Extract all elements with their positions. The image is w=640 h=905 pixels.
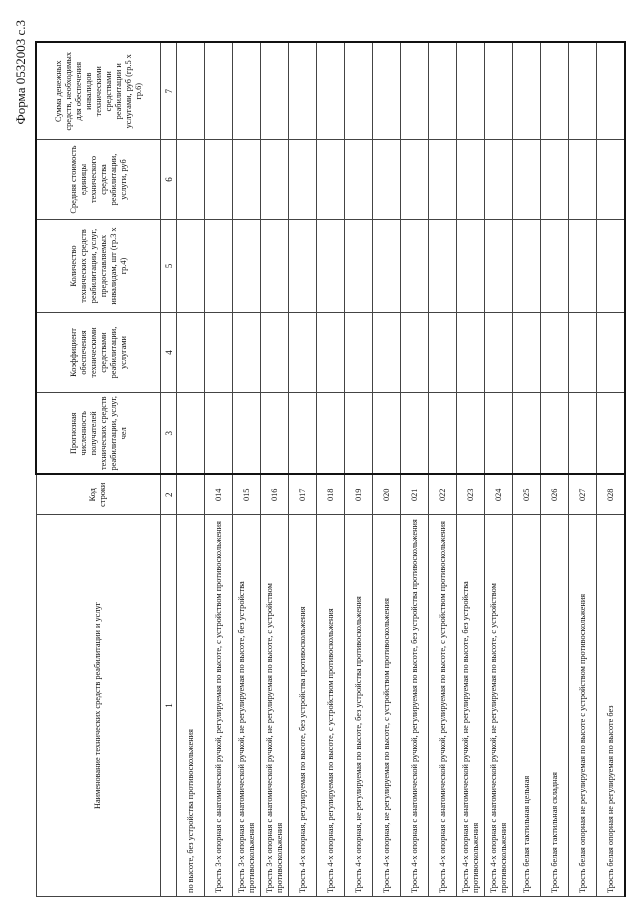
row-name: Трость 4-х опорная с анатомической ручкой, регулируемая по высоте, с устройством противоскольжения bbox=[429, 515, 457, 897]
cell-col-3[interactable] bbox=[345, 393, 373, 475]
header-col-2: Код строки bbox=[36, 475, 161, 515]
cell-col-4[interactable] bbox=[401, 313, 429, 393]
cell-col-5[interactable] bbox=[457, 220, 485, 313]
cell-col-4[interactable] bbox=[457, 313, 485, 393]
header-col-4: Коэффициент обеспечения техническими средствами реабилитации, услугами bbox=[36, 313, 161, 393]
table-row bbox=[597, 43, 626, 897]
row-name: Трость белая тактильная цельная bbox=[513, 515, 541, 897]
cell-col-4[interactable] bbox=[233, 313, 261, 393]
cell-col-4[interactable] bbox=[569, 313, 597, 393]
cell-col-6[interactable] bbox=[345, 140, 373, 220]
cell-col-6[interactable] bbox=[317, 140, 345, 220]
cell-col-4[interactable] bbox=[317, 313, 345, 393]
cell-col-3[interactable] bbox=[289, 393, 317, 475]
cell-col-6[interactable] bbox=[401, 140, 429, 220]
cell-col-7[interactable] bbox=[317, 43, 345, 140]
row-code: 024 bbox=[485, 475, 513, 515]
cell-col-7[interactable] bbox=[597, 43, 626, 140]
cell-col-3[interactable] bbox=[177, 393, 205, 475]
row-name: Трость 4-х опорная с анатомической ручкой, регулируемая по высоте, без устройства противоскольжения bbox=[401, 515, 429, 897]
col-number-6: 6 bbox=[161, 140, 177, 220]
row-name: Трость 3-х опорная с анатомической ручкой, не регулируемая по высоте, с устройством противоскольжения bbox=[261, 515, 289, 897]
row-name: Трость 4-х опорная, не регулируемая по высоте, без устройства противоскольжения bbox=[345, 515, 373, 897]
header-col-1: Наименование технических средств реабилитации и услуг bbox=[36, 515, 161, 897]
table-row bbox=[345, 43, 373, 897]
cell-col-4[interactable] bbox=[205, 313, 233, 393]
table-row bbox=[541, 43, 569, 897]
cell-col-7[interactable] bbox=[177, 43, 205, 140]
cell-col-5[interactable] bbox=[289, 220, 317, 313]
cell-col-3[interactable] bbox=[429, 393, 457, 475]
table-row bbox=[457, 43, 485, 897]
table-row bbox=[317, 43, 345, 897]
cell-col-4[interactable] bbox=[429, 313, 457, 393]
cell-col-3[interactable] bbox=[485, 393, 513, 475]
cell-col-5[interactable] bbox=[485, 220, 513, 313]
rehab-means-table bbox=[35, 42, 626, 898]
row-code: 022 bbox=[429, 475, 457, 515]
table-row bbox=[513, 43, 541, 897]
cell-col-4[interactable] bbox=[513, 313, 541, 393]
row-code: 019 bbox=[345, 475, 373, 515]
cell-col-7[interactable] bbox=[429, 43, 457, 140]
cell-col-6[interactable] bbox=[429, 140, 457, 220]
cell-col-6[interactable] bbox=[485, 140, 513, 220]
header-col-3: Прогнозная численность получателей технических средств реабилитации, услуг, чел bbox=[36, 393, 161, 475]
row-name: Трость 4-х опорная с анатомической ручкой, не регулируемая по высоте, без устройства противоскольжения bbox=[457, 515, 485, 897]
col-number-3: 3 bbox=[161, 393, 177, 475]
cell-col-7[interactable] bbox=[205, 43, 233, 140]
row-code: 021 bbox=[401, 475, 429, 515]
table-body bbox=[177, 43, 626, 897]
row-name: Трость белая опорная не регулируемая по высоте с устройством противоскольжения bbox=[569, 515, 597, 897]
cell-col-5[interactable] bbox=[513, 220, 541, 313]
cell-col-3[interactable] bbox=[233, 393, 261, 475]
cell-col-6[interactable] bbox=[569, 140, 597, 220]
cell-col-3[interactable] bbox=[373, 393, 401, 475]
cell-col-5[interactable] bbox=[429, 220, 457, 313]
cell-col-6[interactable] bbox=[289, 140, 317, 220]
row-name: Трость 3-х опорная с анатомической ручкой, регулируемая по высоте, с устройством противоскольжения bbox=[205, 515, 233, 897]
cell-col-7[interactable] bbox=[485, 43, 513, 140]
cell-col-4[interactable] bbox=[541, 313, 569, 393]
cell-col-3[interactable] bbox=[513, 393, 541, 475]
cell-col-6[interactable] bbox=[373, 140, 401, 220]
cell-col-6[interactable] bbox=[597, 140, 626, 220]
row-code: 017 bbox=[289, 475, 317, 515]
cell-col-7[interactable] bbox=[541, 43, 569, 140]
cell-col-4[interactable] bbox=[485, 313, 513, 393]
cell-col-5[interactable] bbox=[541, 220, 569, 313]
table-row bbox=[289, 43, 317, 897]
cell-col-6[interactable] bbox=[261, 140, 289, 220]
cell-col-7[interactable] bbox=[233, 43, 261, 140]
row-code: 015 bbox=[233, 475, 261, 515]
cell-col-7[interactable] bbox=[261, 43, 289, 140]
col-number-1: 1 bbox=[161, 515, 177, 897]
row-name: Трость 3-х опорная с анатомической ручкой, не регулируемая по высоте, без устройства противоскольжения bbox=[233, 515, 261, 897]
table-row bbox=[485, 43, 513, 897]
table-row bbox=[233, 43, 261, 897]
header-col-5: Количество технических средств реабилитации, услуг, предоставляемых инвалидам, шт (гр.3 х гр.4) bbox=[36, 220, 161, 313]
cell-col-5[interactable] bbox=[345, 220, 373, 313]
row-code: 028 bbox=[597, 475, 626, 515]
cell-col-6[interactable] bbox=[233, 140, 261, 220]
cell-col-7[interactable] bbox=[289, 43, 317, 140]
cell-col-3[interactable] bbox=[597, 393, 626, 475]
cell-col-7[interactable] bbox=[345, 43, 373, 140]
table-row bbox=[429, 43, 457, 897]
row-name: по высоте, без устройства противоскольжения bbox=[177, 515, 205, 897]
cell-col-5[interactable] bbox=[569, 220, 597, 313]
col-number-4: 4 bbox=[161, 313, 177, 393]
header-col-7: Сумма денежных средств, необходимых для обеспечения инвалидов техническими средствами реабилитации и услугами, руб (гр.5 х гр.6) bbox=[36, 43, 161, 140]
cell-col-4[interactable] bbox=[177, 313, 205, 393]
cell-col-3[interactable] bbox=[205, 393, 233, 475]
cell-col-7[interactable] bbox=[513, 43, 541, 140]
cell-col-7[interactable] bbox=[457, 43, 485, 140]
row-code: 023 bbox=[457, 475, 485, 515]
table-row bbox=[401, 43, 429, 897]
cell-col-6[interactable] bbox=[541, 140, 569, 220]
cell-col-3[interactable] bbox=[317, 393, 345, 475]
cell-col-7[interactable] bbox=[401, 43, 429, 140]
col-number-5: 5 bbox=[161, 220, 177, 313]
table-row bbox=[373, 43, 401, 897]
form-label: Форма 0532003 с.3 bbox=[13, 20, 28, 125]
cell-col-4[interactable] bbox=[289, 313, 317, 393]
col-number-7: 7 bbox=[161, 43, 177, 140]
cell-col-3[interactable] bbox=[261, 393, 289, 475]
cell-col-5[interactable] bbox=[373, 220, 401, 313]
cell-col-5[interactable] bbox=[317, 220, 345, 313]
cell-col-5[interactable] bbox=[597, 220, 626, 313]
cell-col-7[interactable] bbox=[373, 43, 401, 140]
row-name: Трость 4-х опорная, не регулируемая по высоте, с устройством противоскольжения bbox=[373, 515, 401, 897]
row-name: Трость 4-х опорная с анатомической ручкой, не регулируемая по высоте, с устройством противоскольжения bbox=[485, 515, 513, 897]
cell-col-3[interactable] bbox=[541, 393, 569, 475]
row-code: 014 bbox=[205, 475, 233, 515]
cell-col-6[interactable] bbox=[205, 140, 233, 220]
row-code: 027 bbox=[569, 475, 597, 515]
cell-col-5[interactable] bbox=[177, 220, 205, 313]
row-code: 025 bbox=[513, 475, 541, 515]
cell-col-4[interactable] bbox=[345, 313, 373, 393]
cell-col-6[interactable] bbox=[457, 140, 485, 220]
cell-col-3[interactable] bbox=[457, 393, 485, 475]
col-number-2: 2 bbox=[161, 475, 177, 515]
row-code: 026 bbox=[541, 475, 569, 515]
row-name: Трость белая тактильная складная bbox=[541, 515, 569, 897]
row-name: Трость 4-х опорная, регулируемая по высоте, с устройством противоскольжения bbox=[317, 515, 345, 897]
cell-col-6[interactable] bbox=[177, 140, 205, 220]
cell-col-5[interactable] bbox=[233, 220, 261, 313]
header-col-6: Средняя стоимость единицы технического средства реабилитации, услуги, руб bbox=[36, 140, 161, 220]
cell-col-7[interactable] bbox=[569, 43, 597, 140]
table-row bbox=[205, 43, 233, 897]
row-code: 018 bbox=[317, 475, 345, 515]
cell-col-6[interactable] bbox=[513, 140, 541, 220]
row-code bbox=[177, 475, 205, 515]
cell-col-4[interactable] bbox=[261, 313, 289, 393]
row-name: Трость 4-х опорная, регулируемая по высоте, без устройства противоскольжения bbox=[289, 515, 317, 897]
cell-col-3[interactable] bbox=[569, 393, 597, 475]
cell-col-5[interactable] bbox=[401, 220, 429, 313]
cell-col-3[interactable] bbox=[401, 393, 429, 475]
table-row bbox=[177, 43, 205, 897]
row-name: Трость белая опорная не регулируемая по высоте без bbox=[597, 515, 626, 897]
table-row bbox=[261, 43, 289, 897]
cell-col-4[interactable] bbox=[373, 313, 401, 393]
cell-col-5[interactable] bbox=[261, 220, 289, 313]
cell-col-5[interactable] bbox=[205, 220, 233, 313]
row-code: 020 bbox=[373, 475, 401, 515]
table-row bbox=[569, 43, 597, 897]
row-code: 016 bbox=[261, 475, 289, 515]
cell-col-4[interactable] bbox=[597, 313, 626, 393]
